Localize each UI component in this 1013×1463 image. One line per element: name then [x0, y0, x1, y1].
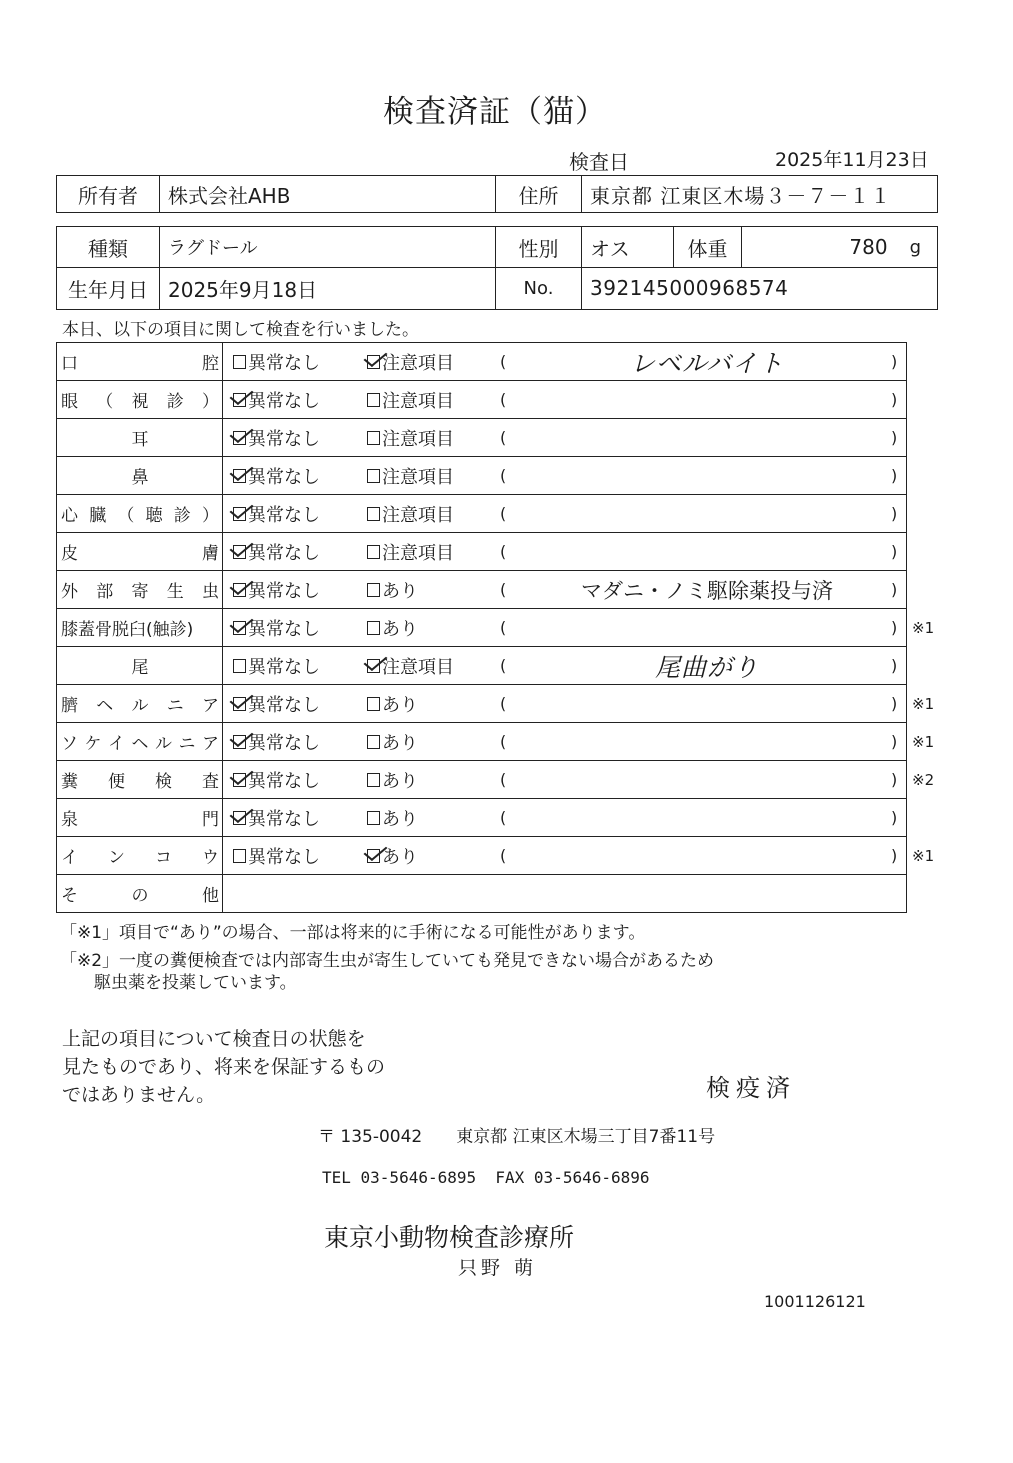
- paren-open: (: [500, 466, 507, 485]
- item-name-char: ヘ: [131, 734, 149, 754]
- footnote-mark: ※1: [912, 846, 935, 865]
- item-name: [57, 609, 223, 646]
- clinic-address: 〒 135-0042 東京都 江東区木場三丁目7番11号: [318, 1127, 716, 1147]
- checked-box-icon[interactable]: [233, 507, 246, 521]
- checked-box-icon[interactable]: [233, 545, 246, 559]
- item-name-char: ソ: [61, 734, 78, 754]
- checkbox-icon[interactable]: [233, 849, 246, 863]
- paren-open: (: [500, 390, 507, 409]
- paren-close: ): [891, 580, 898, 599]
- address-label: 住所: [495, 176, 581, 212]
- option-label: 注意項目: [382, 428, 454, 450]
- item-name-char: 口: [61, 354, 78, 374]
- breed-label: 種類: [88, 236, 128, 261]
- option-normal[interactable]: [233, 495, 320, 532]
- inspection-row: [56, 495, 907, 533]
- weight-value: 780: [849, 235, 888, 259]
- option-label: あり: [382, 770, 418, 792]
- item-name: [57, 761, 223, 798]
- option-normal[interactable]: [233, 723, 320, 760]
- paren-close: ): [891, 390, 898, 409]
- footnote-mark: ※1: [912, 732, 935, 751]
- inspection-row: [56, 761, 935, 799]
- option-label: 注意項目: [382, 542, 454, 564]
- item-name: [57, 533, 223, 570]
- checked-box-icon[interactable]: [233, 393, 246, 407]
- checkbox-icon[interactable]: [367, 735, 380, 749]
- option-normal[interactable]: [233, 343, 320, 380]
- item-name-char: 尾: [131, 658, 149, 678]
- owner-label: 所有者: [78, 183, 138, 208]
- footnote-2: 「※2」一度の糞便検査では内部寄生虫が寄生していても発見できない場合があるため: [60, 951, 715, 971]
- paren-open: (: [500, 846, 507, 865]
- item-name: [57, 875, 223, 912]
- option-label: 異常なし: [248, 732, 320, 754]
- weight-label: 体重: [673, 227, 741, 267]
- inspection-table: [56, 342, 935, 913]
- item-name-char: 検: [155, 772, 172, 792]
- owner-box: [56, 175, 938, 213]
- item-name-char: ア: [202, 696, 219, 716]
- option-attention[interactable]: [367, 685, 418, 722]
- footnote-1: 「※1」項目で“あり”の場合、一部は将来的に手術になる可能性があります。: [60, 923, 646, 943]
- intro-text: 本日、以下の項目に関して検査を行いました。: [62, 320, 419, 340]
- option-label: 異常なし: [248, 770, 320, 792]
- owner-value: 株式会社AHB: [159, 176, 495, 212]
- item-name: [57, 457, 223, 494]
- checkbox-icon[interactable]: [367, 545, 380, 559]
- paren-open: (: [500, 770, 507, 789]
- option-attention[interactable]: [367, 533, 454, 570]
- serial-number: 1001126121: [764, 1292, 866, 1311]
- item-name-char: 膚: [202, 544, 219, 564]
- item-name: [57, 495, 223, 532]
- inspection-row: [56, 419, 907, 457]
- item-name: [57, 799, 223, 836]
- birth-value: 2025年9月18日: [159, 267, 495, 309]
- item-name-char: そ: [61, 886, 78, 906]
- checked-box-icon[interactable]: [367, 849, 380, 863]
- checkbox-icon[interactable]: [367, 773, 380, 787]
- inspection-row: [56, 457, 907, 495]
- inspection-row: [56, 381, 907, 419]
- option-attention[interactable]: [367, 723, 418, 760]
- item-name-char: ニ: [178, 734, 196, 754]
- checked-box-icon[interactable]: [367, 659, 380, 673]
- paren-close: ): [891, 352, 898, 371]
- inspection-row: [56, 647, 907, 685]
- option-normal[interactable]: [233, 457, 320, 494]
- option-attention[interactable]: [367, 381, 454, 418]
- checkbox-icon[interactable]: [367, 621, 380, 635]
- option-attention[interactable]: [367, 647, 454, 684]
- item-name: [57, 837, 223, 874]
- item-name-char: 外: [61, 582, 78, 602]
- option-label: 異常なし: [248, 808, 320, 830]
- option-label: 異常なし: [248, 428, 320, 450]
- inspection-date-label: 検査日: [569, 150, 629, 174]
- paren-open: (: [500, 428, 507, 447]
- clinic-phone: TEL 03-5646-6895 FAX 03-5646-6896: [322, 1168, 650, 1187]
- disclaimer-line-1: 上記の項目について検査日の状態を: [62, 1028, 366, 1050]
- item-name-char: ）: [202, 392, 219, 412]
- item-name-char: ケ: [84, 734, 102, 754]
- animal-box: [56, 226, 938, 310]
- item-name-char: イ: [61, 848, 78, 868]
- checkbox-icon[interactable]: [367, 583, 380, 597]
- option-label: あり: [382, 808, 418, 830]
- paren-open: (: [500, 694, 507, 713]
- option-attention[interactable]: [367, 343, 454, 380]
- option-label: 異常なし: [248, 352, 320, 374]
- option-normal[interactable]: [233, 571, 320, 608]
- checkbox-icon[interactable]: [367, 811, 380, 825]
- item-name-char: 生: [166, 582, 184, 602]
- item-name: [57, 723, 223, 760]
- option-label: 注意項目: [382, 390, 454, 412]
- item-name-char: の: [131, 886, 149, 906]
- paren-close: ): [891, 808, 898, 827]
- option-label: 異常なし: [248, 580, 320, 602]
- paren-close: ): [891, 428, 898, 447]
- inspection-row: [56, 343, 907, 381]
- checkbox-icon[interactable]: [233, 659, 246, 673]
- checked-box-icon[interactable]: [233, 697, 246, 711]
- inspection-row: [56, 723, 935, 761]
- item-name-char: 寄: [131, 582, 149, 602]
- item-name: [57, 647, 223, 684]
- no-value: 392145000968574: [581, 267, 937, 309]
- item-name: [57, 343, 223, 380]
- inspection-row: [56, 533, 907, 571]
- paren-close: ): [891, 618, 898, 637]
- checked-box-icon[interactable]: [233, 735, 246, 749]
- option-label: あり: [382, 580, 418, 602]
- item-note: マダニ・ノミ駆除薬投与済: [581, 578, 833, 603]
- option-normal[interactable]: [233, 837, 320, 874]
- item-name-char: ン: [108, 848, 125, 868]
- sex-value: オス: [581, 227, 673, 267]
- item-name-char: 聴: [145, 506, 163, 526]
- paren-close: ): [891, 846, 898, 865]
- option-normal[interactable]: [233, 647, 320, 684]
- inspection-row-other: [56, 875, 907, 913]
- option-label: 異常なし: [248, 846, 320, 868]
- paren-close: ): [891, 542, 898, 561]
- item-name-char: 鼻: [131, 468, 149, 488]
- option-label: あり: [382, 732, 418, 754]
- option-label: 異常なし: [248, 542, 320, 564]
- checkbox-icon[interactable]: [367, 469, 380, 483]
- item-name-char: ）: [201, 506, 219, 526]
- option-normal[interactable]: [233, 761, 320, 798]
- item-name-char: コ: [155, 848, 172, 868]
- no-label: No.: [495, 267, 581, 309]
- checked-box-icon[interactable]: [233, 583, 246, 597]
- option-label: 注意項目: [382, 504, 454, 526]
- item-name-char: 心: [61, 506, 78, 526]
- option-attention[interactable]: [367, 457, 454, 494]
- checked-box-icon[interactable]: [233, 469, 246, 483]
- item-name-char: 査: [202, 772, 219, 792]
- item-name-char: 泉: [61, 810, 78, 830]
- option-attention[interactable]: [367, 837, 418, 874]
- inspection-row: [56, 609, 935, 647]
- paren-open: (: [500, 618, 507, 637]
- footnote-mark: ※1: [912, 694, 935, 713]
- option-attention[interactable]: [367, 419, 454, 456]
- quarantine-stamp: 検疫済: [706, 1074, 796, 1102]
- sex-label: 性別: [495, 227, 581, 267]
- item-name-char: ニ: [166, 696, 184, 716]
- item-name-char: ル: [131, 696, 149, 716]
- item-name-char: ヘ: [96, 696, 114, 716]
- checkbox-icon[interactable]: [367, 431, 380, 445]
- item-name: [57, 419, 223, 456]
- option-label: あり: [382, 694, 418, 716]
- item-name-char: 虫: [202, 582, 219, 602]
- option-label: あり: [382, 618, 418, 640]
- option-normal[interactable]: [233, 609, 320, 646]
- option-label: 異常なし: [248, 504, 320, 526]
- option-label: 異常なし: [248, 694, 320, 716]
- option-label: 注意項目: [382, 352, 454, 374]
- option-label: 異常なし: [248, 390, 320, 412]
- checked-box-icon[interactable]: [233, 621, 246, 635]
- disclaimer-line-3: ではありません。: [62, 1084, 216, 1106]
- item-name: [57, 571, 223, 608]
- paren-close: ): [891, 770, 898, 789]
- option-label: 注意項目: [382, 466, 454, 488]
- item-note: 尾曲がり: [654, 652, 759, 682]
- item-name-char: 糞: [61, 772, 78, 792]
- item-name-char: 皮: [61, 544, 78, 564]
- item-name-char: （: [117, 506, 135, 526]
- weight-unit: g: [909, 236, 921, 258]
- item-name-char: 腔: [202, 354, 219, 374]
- paren-open: (: [500, 504, 507, 523]
- inspection-date-value: 2025年11月23日: [775, 149, 929, 171]
- option-label: あり: [382, 846, 418, 868]
- option-label: 異常なし: [248, 618, 320, 640]
- weight-field: [741, 227, 937, 267]
- option-attention[interactable]: [367, 761, 418, 798]
- option-normal[interactable]: [233, 381, 320, 418]
- inspection-row: [56, 837, 935, 875]
- option-attention[interactable]: [367, 495, 454, 532]
- item-name-char: 視: [131, 392, 149, 412]
- disclaimer-line-2: 見たものであり、将来を保証するもの: [62, 1056, 386, 1078]
- checkbox-icon[interactable]: [367, 507, 380, 521]
- paren-close: ): [891, 504, 898, 523]
- footnote-3: 駆虫薬を投薬しています。: [60, 973, 297, 993]
- item-name-char: イ: [108, 734, 125, 754]
- option-label: 異常なし: [248, 466, 320, 488]
- paren-close: ): [891, 466, 898, 485]
- breed-value: ラグドール: [159, 227, 495, 267]
- item-name-char: ア: [202, 734, 219, 754]
- option-normal[interactable]: [233, 799, 320, 836]
- inspection-row: [56, 685, 935, 723]
- option-attention[interactable]: [367, 609, 418, 646]
- inspection-row: [56, 571, 907, 609]
- item-name-char: 診: [173, 506, 191, 526]
- option-normal[interactable]: [233, 533, 320, 570]
- paren-open: (: [500, 580, 507, 599]
- checked-box-icon[interactable]: [233, 773, 246, 787]
- option-attention[interactable]: [367, 571, 418, 608]
- paren-open: (: [500, 656, 507, 675]
- inspection-row: [56, 799, 907, 837]
- checkbox-icon[interactable]: [367, 697, 380, 711]
- address-value: 東京都 江東区木場３－７－１１: [581, 176, 937, 212]
- option-attention[interactable]: [367, 799, 418, 836]
- option-normal[interactable]: [233, 685, 320, 722]
- birth-label: 生年月日: [68, 277, 148, 302]
- item-name-char: 他: [202, 886, 219, 906]
- checkbox-icon[interactable]: [233, 355, 246, 369]
- checkbox-icon[interactable]: [367, 393, 380, 407]
- paren-open: (: [500, 542, 507, 561]
- checked-box-icon[interactable]: [367, 355, 380, 369]
- item-name-char: 臍: [61, 696, 78, 716]
- option-normal[interactable]: [233, 419, 320, 456]
- item-name-char: ル: [155, 734, 172, 754]
- paren-open: (: [500, 352, 507, 371]
- item-name-char: 眼: [61, 392, 78, 412]
- item-name-char: 膝蓋骨脱臼(触診): [61, 620, 194, 640]
- paren-open: (: [500, 732, 507, 751]
- item-name: [57, 685, 223, 722]
- clinic-name: 東京小動物検査診療所: [324, 1223, 575, 1252]
- item-name-char: 臓: [89, 506, 107, 526]
- item-name-char: 部: [96, 582, 114, 602]
- option-label: 異常なし: [248, 656, 320, 678]
- item-name-char: 診: [166, 392, 184, 412]
- doctor-name: 只野 萌: [458, 1257, 538, 1279]
- footnote-mark: ※1: [912, 618, 935, 637]
- paren-close: ): [891, 732, 898, 751]
- option-label: 注意項目: [382, 656, 454, 678]
- paren-open: (: [500, 808, 507, 827]
- item-note: レベルバイト: [629, 348, 785, 378]
- paren-close: ): [891, 694, 898, 713]
- checked-box-icon[interactable]: [233, 811, 246, 825]
- item-name-char: 門: [202, 810, 219, 830]
- document-title: 検査済証（猫）: [383, 94, 607, 130]
- item-name-char: 耳: [131, 430, 149, 450]
- footnote-mark: ※2: [912, 770, 935, 789]
- item-name-char: ウ: [202, 848, 219, 868]
- item-name: [57, 381, 223, 418]
- item-name-char: 便: [108, 772, 125, 792]
- checked-box-icon[interactable]: [233, 431, 246, 445]
- paren-close: ): [891, 656, 898, 675]
- item-name-char: （: [96, 392, 114, 412]
